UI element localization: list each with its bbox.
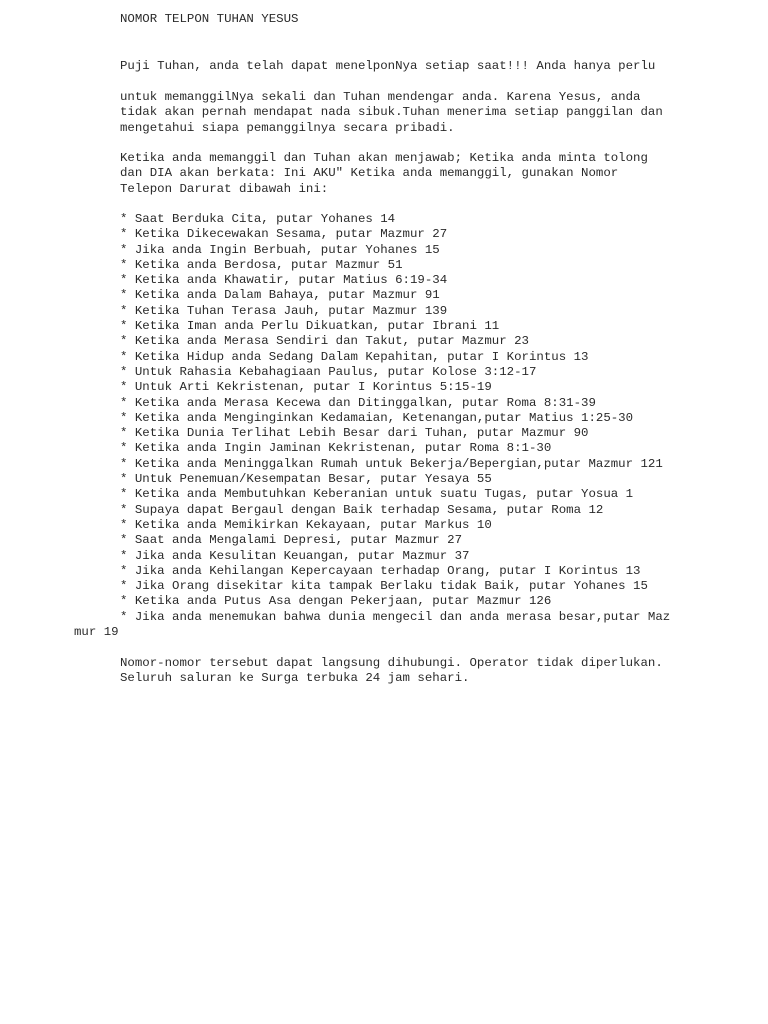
list-item: * Ketika Iman anda Perlu Dikuatkan, putar Ibrani 11 [120, 319, 500, 334]
list-item: * Ketika Tuhan Terasa Jauh, putar Mazmur 139 [120, 303, 448, 318]
closing-line: Seluruh saluran ke Surga terbuka 24 jam sehari. [120, 671, 470, 686]
document-title: NOMOR TELPON TUHAN YESUS [120, 12, 299, 26]
list-item: * Ketika anda Membutuhkan Keberanian untuk suatu Tugas, putar Yosua 1 [120, 487, 634, 502]
list-item: * Ketika anda Berdosa, putar Mazmur 51 [120, 257, 403, 272]
paragraph-2-line: tidak akan pernah mendapat nada sibuk.Tuhan menerima setiap panggilan dan [120, 105, 663, 120]
list-item: * Ketika anda Khawatir, putar Matius 6:19-34 [120, 273, 448, 288]
list-item: * Untuk Rahasia Kebahagiaan Paulus, putar Kolose 3:12-17 [120, 364, 537, 379]
list-item: * Ketika Dikecewakan Sesama, putar Mazmur 27 [120, 227, 448, 242]
list-item: * Untuk Penemuan/Kesempatan Besar, putar Yesaya 55 [120, 472, 492, 487]
list-item: * Jika anda menemukan bahwa dunia mengecil dan anda merasa besar,putar Maz [120, 609, 671, 624]
list-item: * Ketika Hidup anda Sedang Dalam Kepahitan, putar I Korintus 13 [120, 349, 589, 364]
list-item: * Saat Berduka Cita, putar Yohanes 14 [120, 212, 396, 226]
list-item: * Ketika anda Memikirkan Kekayaan, putar Markus 10 [120, 517, 492, 532]
list-item: * Supaya dapat Bergaul dengan Baik terhadap Sesama, putar Roma 12 [120, 502, 604, 517]
closing-line: Nomor-nomor tersebut dapat langsung dihubungi. Operator tidak diperlukan. [120, 656, 663, 670]
list-item: * Ketika anda Putus Asa dengan Pekerjaan, putar Mazmur 126 [120, 594, 552, 609]
list-item: * Jika anda Kesulitan Keuangan, putar Mazmur 37 [120, 548, 470, 563]
list-item: * Ketika anda Merasa Kecewa dan Ditinggalkan, putar Roma 8:31-39 [120, 395, 596, 410]
list-item: * Ketika anda Meninggalkan Rumah untuk Bekerja/Bepergian,putar Mazmur 121 [120, 456, 663, 471]
paragraph-3 [120, 151, 648, 197]
paragraph-3-line: Ketika anda memanggil dan Tuhan akan menjawab; Ketika anda minta tolong [120, 151, 648, 165]
list-item: * Ketika anda Ingin Jaminan Kekristenan, putar Roma 8:1-30 [120, 441, 552, 456]
list-item: * Ketika anda Menginginkan Kedamaian, Ketenangan,putar Matius 1:25-30 [120, 410, 634, 425]
list-item: * Jika Orang disekitar kita tampak Berlaku tidak Baik, putar Yohanes 15 [120, 579, 648, 594]
intro-line: Puji Tuhan, anda telah dapat menelponNya setiap saat!!! Anda hanya perlu [120, 59, 656, 73]
list-item: * Jika anda Ingin Berbuah, putar Yohanes 15 [120, 242, 440, 257]
closing-paragraph [120, 656, 663, 687]
list-item: * Ketika Dunia Terlihat Lebih Besar dari Tuhan, putar Mazmur 90 [120, 426, 589, 441]
list-item-wrap: mur 19 [74, 625, 119, 639]
list-item: * Untuk Arti Kekristenan, putar I Korintus 5:15-19 [120, 380, 492, 395]
list-item: * Ketika anda Merasa Sendiri dan Takut, putar Mazmur 23 [120, 334, 529, 349]
list-item: * Ketika anda Dalam Bahaya, putar Mazmur 91 [120, 288, 440, 303]
list-item: * Jika anda Kehilangan Kepercayaan terhadap Orang, putar I Korintus 13 [120, 563, 641, 578]
paragraph-2-line: mengetahui siapa pemanggilnya secara pribadi. [120, 120, 455, 135]
paragraph-2-line: untuk memanggilNya sekali dan Tuhan mendengar anda. Karena Yesus, anda [120, 90, 641, 104]
list-item: * Saat anda Mengalami Depresi, putar Mazmur 27 [120, 533, 463, 548]
paragraph-2 [120, 90, 663, 136]
paragraph-3-line: Telepon Darurat dibawah ini: [120, 181, 329, 196]
paragraph-3-line: dan DIA akan berkata: Ini AKU" Ketika anda memanggil, gunakan Nomor [120, 166, 619, 181]
emergency-number-list [120, 212, 670, 625]
